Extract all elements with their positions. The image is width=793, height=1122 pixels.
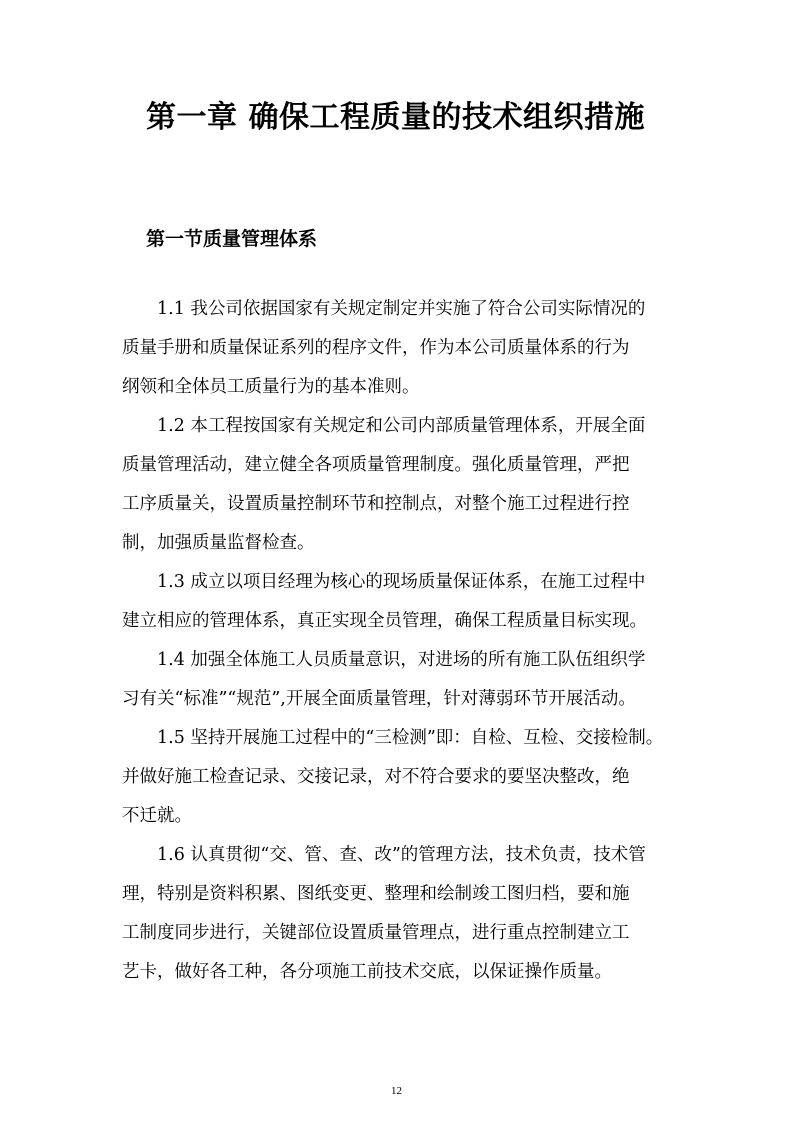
paragraph-line: 不迁就。 bbox=[122, 806, 192, 826]
paragraph-1-6 bbox=[122, 836, 692, 992]
paragraph-line: 制，加强质量监督检查。 bbox=[122, 533, 315, 553]
chapter-title: 第一章 确保工程质量的技术组织措施 bbox=[146, 100, 645, 135]
paragraph-line: 1.4 加强全体施工人员质量意识，对进场的所有施工队伍组织学 bbox=[157, 650, 646, 670]
paragraph-line: 工序质量关，设置质量控制环节和控制点，对整个施工过程进行控 bbox=[122, 494, 630, 514]
paragraph-line: 纲领和全体员工质量行为的基本准则。 bbox=[122, 377, 420, 397]
paragraph-1-1 bbox=[122, 290, 692, 407]
paragraph-line: 艺卡，做好各工种，各分项施工前技术交底，以保证操作质量。 bbox=[122, 962, 612, 982]
page-number: 12 bbox=[391, 1085, 402, 1097]
body-text bbox=[122, 290, 692, 992]
paragraph-1-3 bbox=[122, 563, 692, 641]
paragraph-line: 理，特别是资料积累、图纸变更、整理和绘制竣工图归档，要和施 bbox=[122, 884, 630, 904]
paragraph-line: 1.6 认真贯彻“交、管、查、改”的管理方法，技术负责，技术管 bbox=[157, 845, 646, 865]
paragraph-line: 质量管理活动，建立健全各项质量管理制度。强化质量管理，严把 bbox=[122, 455, 630, 475]
paragraph-line: 工制度同步进行，关键部位设置质量管理点，进行重点控制建立工 bbox=[122, 923, 630, 943]
paragraph-1-5 bbox=[122, 719, 692, 836]
paragraph-line: 建立相应的管理体系，真正实现全员管理，确保工程质量目标实现。 bbox=[122, 611, 647, 631]
paragraph-line: 1.5 坚持开展施工过程中的“三检测”即：自检、互检、交接检制。 bbox=[157, 728, 664, 748]
paragraph-line: 并做好施工检查记录、交接记录，对不符合要求的要坚决整改，绝 bbox=[122, 767, 630, 787]
paragraph-line: 质量手册和质量保证系列的程序文件，作为本公司质量体系的行为 bbox=[122, 338, 630, 358]
paragraph-line: 1.2 本工程按国家有关规定和公司内部质量管理体系，开展全面 bbox=[157, 416, 646, 436]
paragraph-line: 1.1 我公司依据国家有关规定制定并实施了符合公司实际情况的 bbox=[157, 299, 646, 319]
paragraph-line: 习有关“标准”“规范”,开展全面质量管理，针对薄弱环节开展活动。 bbox=[122, 689, 636, 709]
paragraph-1-2 bbox=[122, 407, 692, 563]
paragraph-line: 1.3 成立以项目经理为核心的现场质量保证体系，在施工过程中 bbox=[157, 572, 646, 592]
section-title: 第一节质量管理体系 bbox=[146, 228, 318, 250]
paragraph-1-4 bbox=[122, 641, 692, 719]
